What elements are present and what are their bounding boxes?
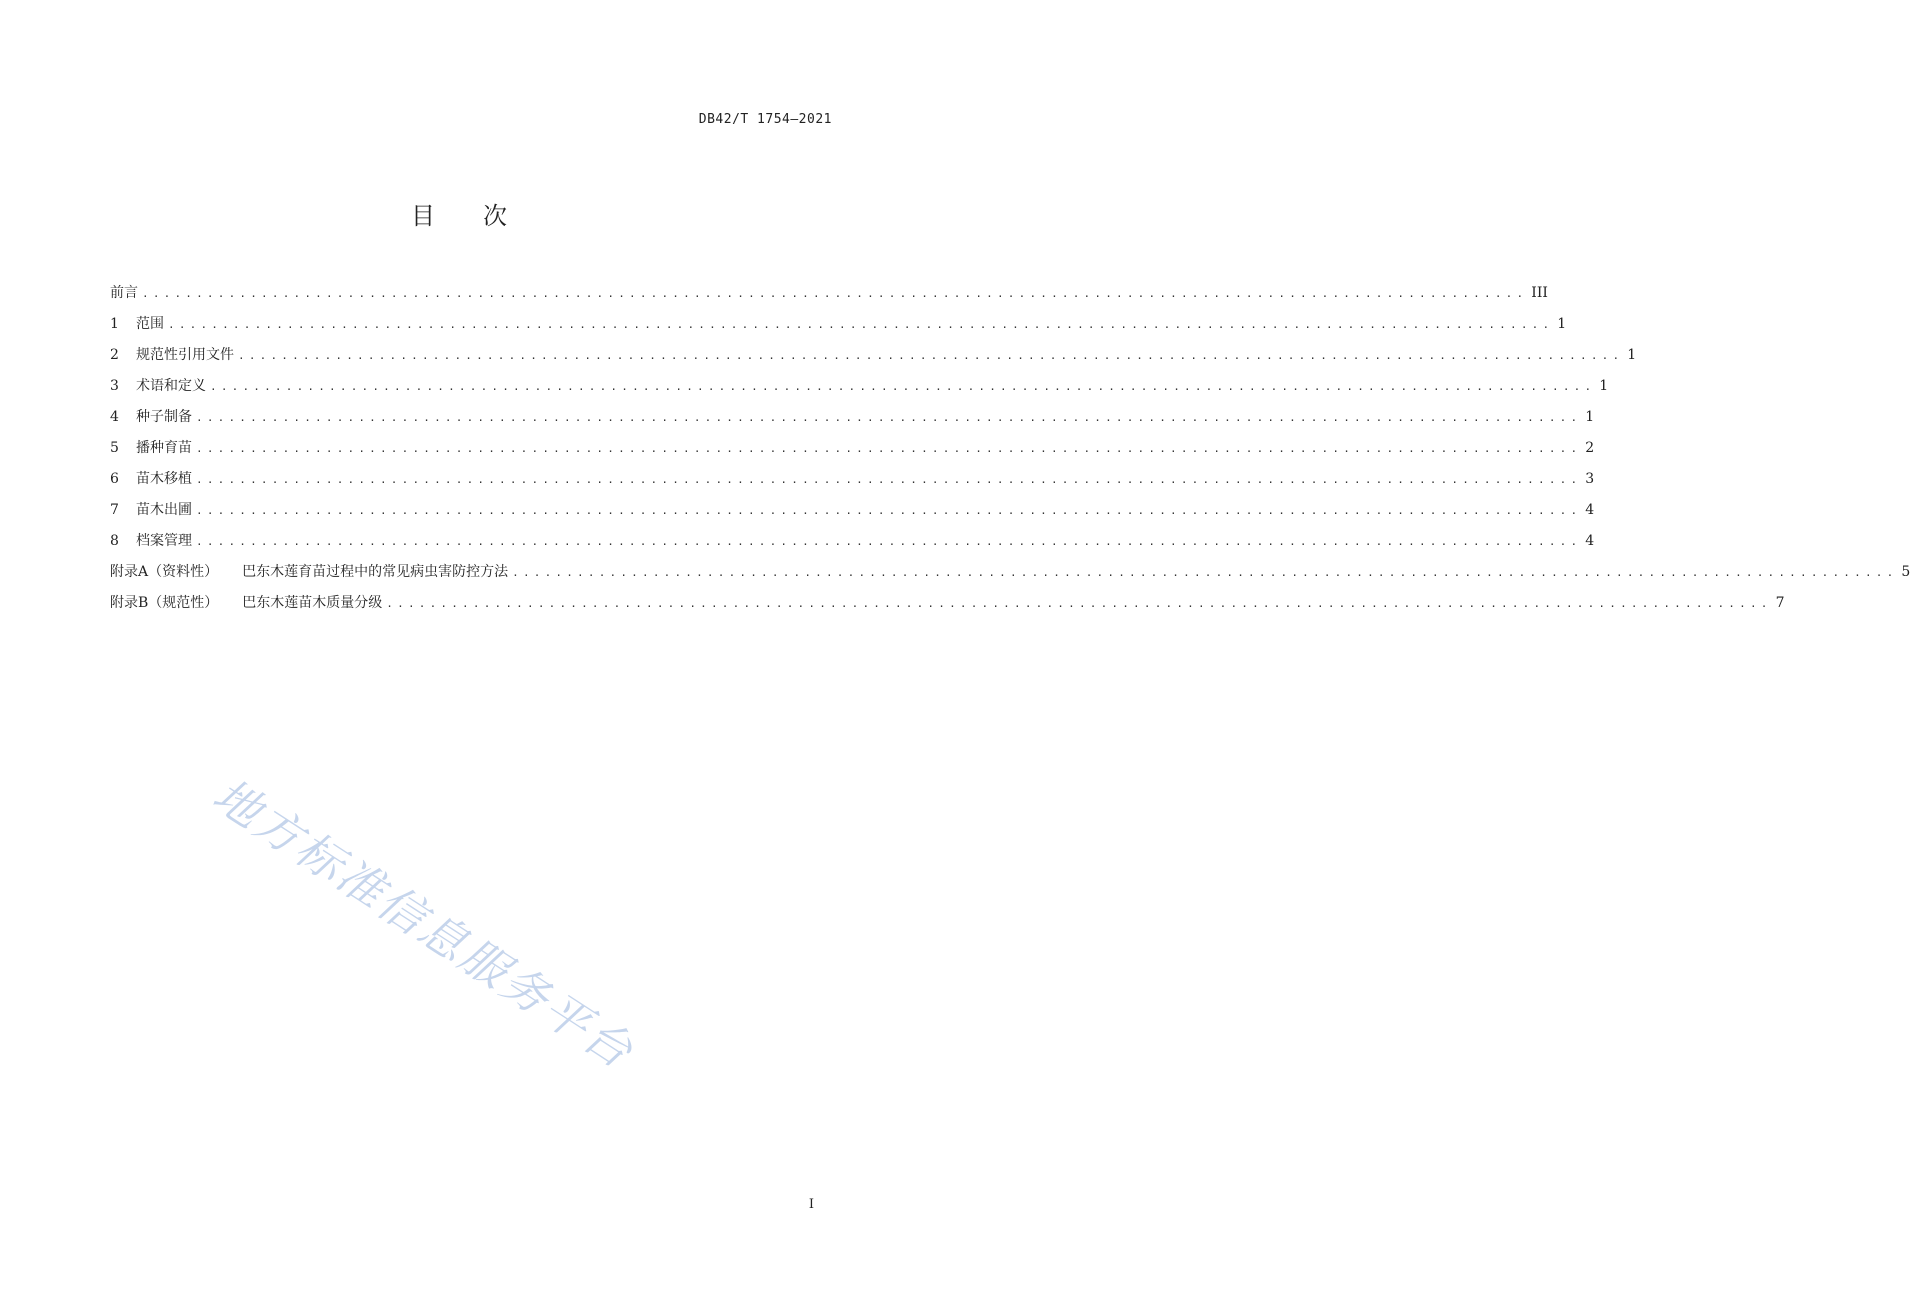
toc-leader-dots: ................................................................................................................................ xyxy=(168,318,1554,331)
toc-entry-seed-preparation[interactable] xyxy=(110,402,1595,433)
toc-entry-title: 巴东木莲苗木质量分级 xyxy=(242,595,383,611)
toc-entry-page: 7 xyxy=(1775,595,1785,611)
toc-entry-terms-definitions[interactable] xyxy=(110,371,1609,402)
toc-entry-appendix-a[interactable] xyxy=(110,557,1910,588)
toc-entry-number: 7 xyxy=(110,502,119,518)
toc-entry-title: 苗木出圃 xyxy=(136,502,192,518)
toc-entry-title: 播种育苗 xyxy=(136,440,192,456)
toc-leader-dots: ................................................................................................................................ xyxy=(196,442,1582,455)
toc-entry-title: 巴东木莲育苗过程中的常见病虫害防控方法 xyxy=(242,564,509,580)
page-title xyxy=(0,196,920,231)
table-of-contents xyxy=(110,278,1910,619)
toc-entry-title: 规范性引用文件 xyxy=(136,347,234,363)
toc-entry-page: 1 xyxy=(1585,409,1595,425)
toc-entry-number: 附录A（资料性） xyxy=(110,564,219,580)
toc-entry-page: 5 xyxy=(1901,564,1910,580)
toc-entry-page: 3 xyxy=(1585,471,1595,487)
toc-leader-dots: ................................................................................................................................ xyxy=(238,349,1624,362)
toc-entry-title: 范围 xyxy=(136,316,164,332)
toc-entry-page: 1 xyxy=(1599,378,1609,394)
toc-entry-number: 4 xyxy=(110,409,119,425)
toc-entry-normative-references[interactable] xyxy=(110,340,1637,371)
toc-leader-dots: ................................................................................................................................ xyxy=(196,473,1582,486)
title-char-1: 目 xyxy=(411,202,437,230)
toc-entry-records[interactable] xyxy=(110,526,1595,557)
toc-entry-title: 档案管理 xyxy=(136,533,192,549)
watermark xyxy=(203,760,728,1080)
toc-entry-number: 2 xyxy=(110,347,119,363)
toc-entry-number: 6 xyxy=(110,471,119,487)
toc-entry-number: 5 xyxy=(110,440,119,456)
toc-entry-page: 1 xyxy=(1627,347,1637,363)
toc-leader-dots: ................................................................................................................................ xyxy=(196,535,1582,548)
toc-entry-title: 术语和定义 xyxy=(136,378,206,394)
toc-entry-page: 1 xyxy=(1557,316,1567,332)
toc-leader-dots: ................................................................................................................................ xyxy=(512,566,1898,579)
toc-entry-title: 前言 xyxy=(110,285,138,301)
toc-entry-number: 3 xyxy=(110,378,119,394)
toc-entry-number: 1 xyxy=(110,316,119,332)
toc-entry-title: 苗木移植 xyxy=(136,471,192,487)
toc-entry-foreword[interactable] xyxy=(110,278,1548,309)
toc-entry-scope[interactable] xyxy=(110,309,1567,340)
toc-leader-dots: ................................................................................................................................ xyxy=(210,380,1596,393)
toc-entry-appendix-b[interactable] xyxy=(110,588,1785,619)
toc-leader-dots: ................................................................................................................................ xyxy=(386,597,1772,610)
toc-leader-dots: ................................................................................................................................ xyxy=(196,504,1582,517)
toc-entry-transplanting[interactable] xyxy=(110,464,1595,495)
page-number: I xyxy=(808,1197,814,1212)
toc-entry-title: 种子制备 xyxy=(136,409,192,425)
watermark-text: 地方标准信息服务平台 xyxy=(203,767,645,1080)
toc-leader-dots: ................................................................................................................................ xyxy=(142,287,1528,300)
toc-entry-number: 8 xyxy=(110,533,119,549)
toc-entry-page: III xyxy=(1531,285,1548,301)
toc-entry-sowing[interactable] xyxy=(110,433,1595,464)
title-char-2: 次 xyxy=(483,202,509,230)
toc-entry-page: 2 xyxy=(1585,440,1595,456)
toc-entry-nursery-out[interactable] xyxy=(110,495,1595,526)
toc-entry-page: 4 xyxy=(1585,533,1595,549)
toc-entry-number: 附录B（规范性） xyxy=(110,595,219,611)
document-code: DB42/T 1754—2021 xyxy=(698,112,832,127)
toc-entry-page: 4 xyxy=(1585,502,1595,518)
toc-leader-dots: ................................................................................................................................ xyxy=(196,411,1582,424)
